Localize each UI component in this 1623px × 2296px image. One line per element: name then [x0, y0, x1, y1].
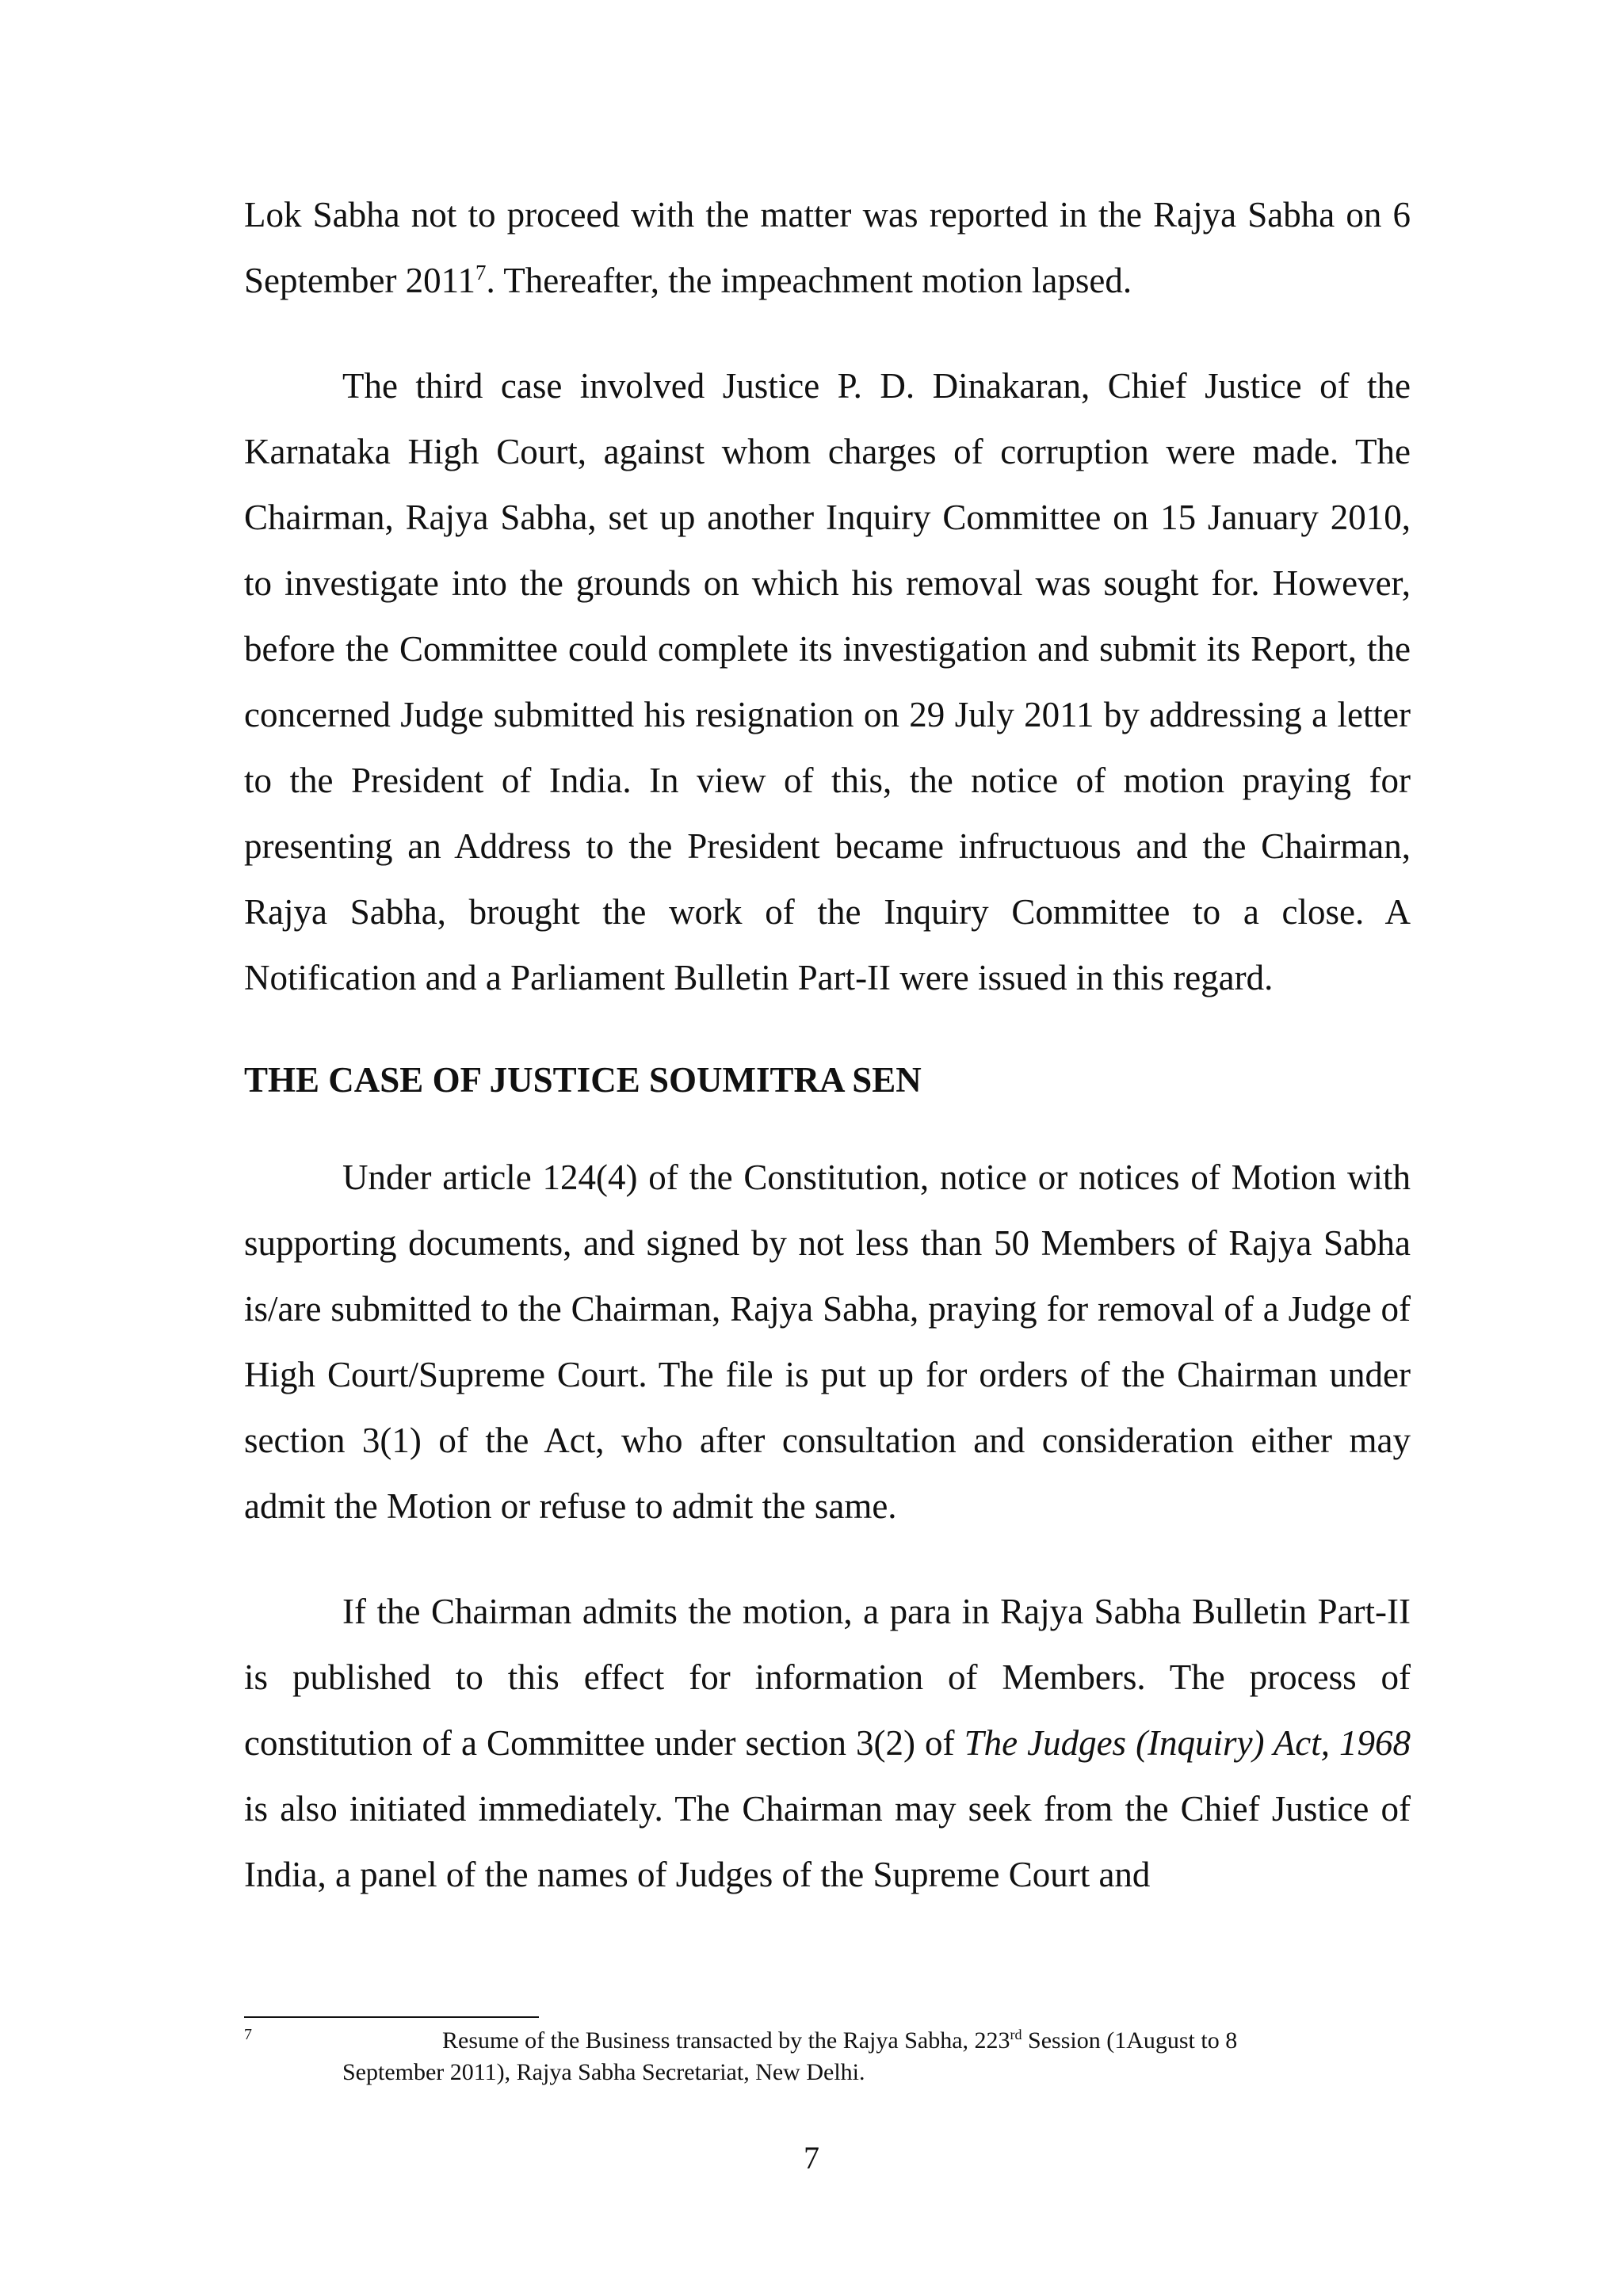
paragraph-text: . Thereafter, the impeachment motion lapsed. [486, 261, 1132, 300]
page-body [244, 182, 1411, 1908]
footnote [244, 2025, 1411, 2088]
footnote-text: Session (1August to 8 [1022, 2027, 1238, 2054]
footnote-line-1 [442, 2025, 1411, 2057]
section-heading: THE CASE OF JUSTICE SOUMITRA SEN [244, 1060, 922, 1100]
paragraph-dinakaran-case: The third case involved Justice P. D. Dinakaran, Chief Justice of the Karnataka High Court, against whom charges of corruption were made. The Chairman, Rajya Sabha, set up another Inquiry Committee on 15 January 2010, to investigate into the grounds on which his removal was sought for. However, before the Committee could complete its investigation and submit its Report, the concerned Judge submitted his resignation on 29 July 2011 by addressing a letter to the President of India. In view of this, the notice of motion praying for presenting an Address to the President became infructuous and the Chairman, Rajya Sabha, brought the work of the Inquiry Committee to a close. A Notification and a Parliament Bulletin Part-II were issued in this regard. [244, 366, 1411, 997]
footnote-text: Resume of the Business transacted by the Rajya Sabha, 223 [442, 2027, 1010, 2054]
page-number: 7 [804, 2140, 819, 2176]
footnote-mark: 7 [244, 2026, 252, 2043]
paragraph-lok-sabha [244, 182, 1411, 314]
footnote-reference[interactable]: 7 [475, 261, 487, 284]
paragraph-article-124: Under article 124(4) of the Constitution, notice or notices of Motion with supporting documents, and signed by not less than 50 Members of Rajya Sabha is/are submitted to the Chairman, Rajya Sabha, praying for removal of a Judge of High Court/Supreme Court. The file is put up for orders of the Chairman under section 3(1) of the Act, who after consultation and consideration either may admit the Motion or refuse to admit the same. [244, 1158, 1411, 1526]
paragraph-text: is also initiated immediately. The Chairman may seek from the Chief Justice of India, a panel of the names of Judges of the Supreme Court and [244, 1789, 1411, 1894]
footnote-ordinal: rd [1010, 2027, 1022, 2042]
act-title: The Judges (Inquiry) Act, 1968 [964, 1723, 1411, 1763]
paragraph-text: Lok Sabha not to proceed with the matter was reported in the Rajya Sabha on 6 September 2011 [244, 195, 1411, 300]
paragraph-text: If the Chairman admits the motion, a para in Rajya Sabha Bulletin Part-II is published to this effect for information of Members. The process of constitution of a Committee under section 3(2) of [244, 1592, 1411, 1763]
footnote-divider [244, 2016, 539, 2018]
paragraph-chairman-admits [244, 1579, 1411, 1908]
footnote-line-2: September 2011), Rajya Sabha Secretariat, New Delhi. [342, 2059, 865, 2085]
